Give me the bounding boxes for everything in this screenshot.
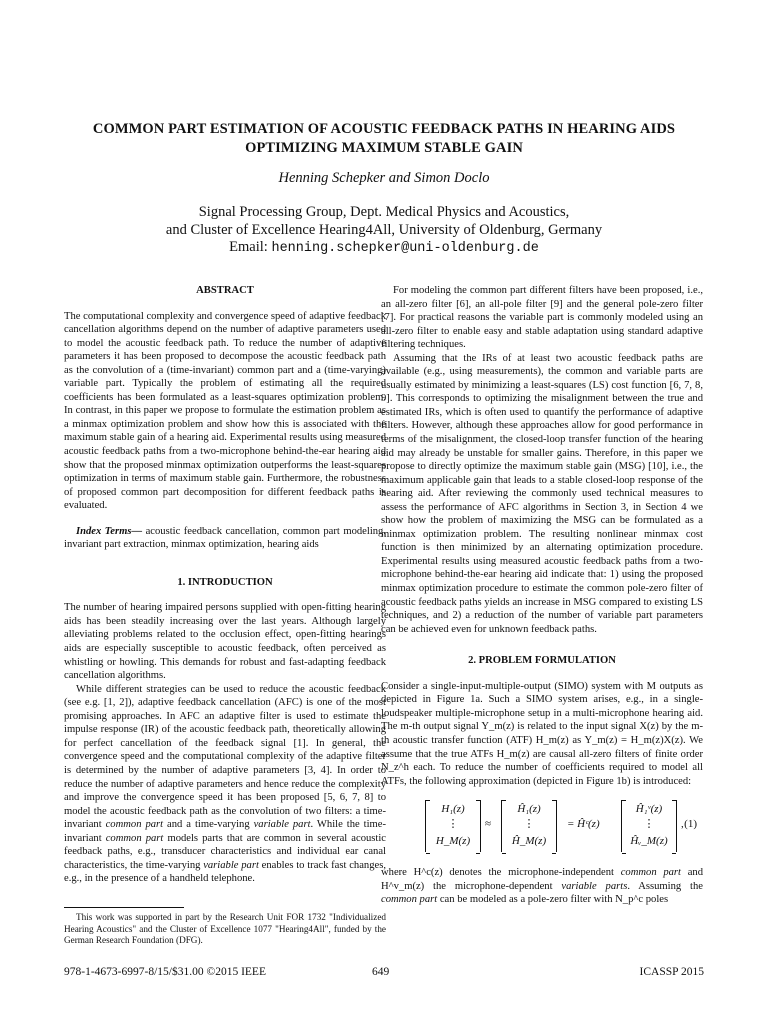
- abstract-text: The computational complexity and convergence speed of adaptive feedback cancellation algorithms depend on the number of adaptive parameters used to model the acoustic feedback path. To reduce the number of adaptive parameters it has been proposed to decompose the acoustic feedback path as the convolution of a (time-invariant) common part and a (time-varying) variable part. Typically the problem of estimating all the required coefficients has been formulated as a least-squares optimization problem. In contrast, in this paper we propose to formulate the estimation problem as a minmax optimization problem and show how this is associated with the maximum stable gain of a hearing aid. Experimental results using measured acoustic feedback paths from a two-microphone behind-the-ear hearing aid show that the proposed minmax optimization outperforms the least-squares optimization in terms of maximum stable gain. Furthermore, the robustness of proposed common part decomposition for different feedback paths is evaluated.: [64, 310, 386, 512]
- matrix-hv-top: Ĥ₁ᵛ(z): [635, 803, 663, 816]
- intro-paragraph-2: [64, 683, 386, 886]
- intro-p2-part-e: enables to track fast changes, e.g., in the presence of a handheld telephone.: [64, 859, 386, 885]
- copyright-footer: 978-1-4673-6997-8/15/$31.00 ©2015 IEEE: [64, 966, 266, 978]
- right-p4-part-c: . Assuming the: [627, 880, 703, 892]
- common-part-term: common part: [105, 819, 164, 831]
- right-paragraph-3: Consider a single-input-multiple-output (SIMO) system with M outputs as depicted in Figure 1a. Such a SIMO system arises, e.g., in a single-loudspeaker multiple-microphone setup in a multi-microphone hearing aid. The m-th output signal Y_m(z) is related to the input signal X(z) by the m-th acoustic transfer function (ATF) H_m(z) as Y_m(z) = H_m(z)X(z). We assume that the true ATFs H_m(z) are causal all-zero filters of finite order N_z^h each. To reduce the number of coefficients required to model all ATFs, the following approximation (depicted in Figure 1b) is introduced:: [381, 680, 703, 787]
- matrix-h-variable: [621, 800, 677, 852]
- right-paragraph-4: [381, 866, 703, 907]
- common-part-term: common part: [381, 894, 438, 906]
- common-part-term: common part: [105, 832, 164, 844]
- intro-heading: 1. INTRODUCTION: [177, 576, 273, 588]
- footnote-rule: [64, 907, 184, 908]
- intro-p2-part-c: . While the time-invariant: [64, 819, 387, 844]
- authors: Henning Schepker and Simon Doclo: [278, 170, 490, 186]
- variable-part-term: variable part: [253, 819, 311, 831]
- index-terms: [64, 525, 386, 552]
- variable-part-term: variable part: [203, 859, 259, 871]
- matrix-h-hat-bottom: Ĥ_M(z): [511, 835, 547, 848]
- matrix-h-dots: ⋮: [447, 818, 459, 831]
- matrix-h: [425, 800, 481, 852]
- intro-p2-part-b: and a time-varying: [163, 819, 254, 831]
- right-p4-part-d: can be modeled as a pole-zero filter with N_p^c poles: [437, 894, 669, 906]
- matrix-h-hat: [501, 800, 557, 852]
- matrix-h-top: H₁(z): [441, 803, 465, 816]
- right-p4-part-a: where H^c(z) denotes the microphone-independent: [381, 867, 621, 879]
- email-address: henning.schepker@uni-oldenburg.de: [271, 241, 539, 256]
- approx-sign: ≈: [485, 818, 492, 831]
- equation-1: H₁(z) ⋮ H_M(z) ≈ Ĥ₁(z) ⋮ Ĥ_M(z) = Ĥᶜ(z) Ĥ₁ᵛ(z) ⋮ Ĥᵥ_M(z) , (1): [381, 800, 703, 854]
- matrix-h-hat-dots: ⋮: [523, 818, 535, 831]
- index-terms-text: acoustic feedback cancellation, common part modeling, invariant part extraction, minmax optimization, hearing aids: [64, 525, 386, 551]
- right-column: [381, 284, 703, 907]
- matrix-h-hat-top: Ĥ₁(z): [517, 803, 541, 816]
- intro-p2-part-d: models parts that are common in several acoustic feedback paths, e.g., transducer characteristics and individual ear canal characteristics, the time-varying: [64, 832, 387, 871]
- matrix-h-bottom: H_M(z): [435, 835, 471, 848]
- affiliation: [60, 204, 708, 258]
- variable-parts-term: variable parts: [561, 880, 628, 892]
- title-line-1: COMMON PART ESTIMATION OF ACOUSTIC FEEDBACK PATHS IN HEARING AIDS: [92, 121, 676, 137]
- affiliation-line-1: Signal Processing Group, Dept. Medical Physics and Acoustics,: [198, 204, 570, 220]
- index-terms-label: Index Terms—: [76, 525, 143, 537]
- intro-p2-part-a: While different strategies can be used to reduce the acoustic feedback (see e.g. [1, 2]), adaptive feedback cancellation (AFC) is one of the most promising approaches. In AFC an adaptive filter is used to estimate the impulse response (IR) of the acoustic feedback path, theoretically allowing for perfect cancellation of the feedback signal [1]. In general, the convergence speed and the computational complexity of the adaptive filter is determined by the number of adaptive parameters [3, 4]. In order to reduce the number of adaptive parameters and hence reduce the complexity and improve the convergence speed it has been proposed [5, 6, 7, 8] to model the acoustic feedback path as the convolution of two filters: a time-invariant: [64, 683, 386, 831]
- paper-title: [60, 120, 708, 158]
- left-column: [64, 284, 386, 886]
- email-line: [60, 239, 708, 258]
- conference-footer: ICASSP 2015: [639, 966, 704, 978]
- problem-formulation-heading: 2. PROBLEM FORMULATION: [468, 655, 616, 667]
- right-paragraph-1: For modeling the common part different filters have been proposed, i.e., an all-zero filter [6], an all-pole filter [9] and the general pole-zero filter [7]. For practical reasons the variable part is commonly modeled using an all-zero filter to enable easy and stable adaptation using standard adaptive filtering techniques.: [381, 285, 703, 351]
- affiliation-line-2: and Cluster of Excellence Hearing4All, University of Oldenburg, Germany: [165, 221, 603, 238]
- common-part-term: common part: [620, 867, 681, 879]
- intro-paragraph-1: The number of hearing impaired persons supplied with open-fitting hearing aids has been steadily increasing over the last years. Although largely alleviating problems related to the occlusion effect, open-fitting hearings aids are especially susceptible to acoustic feedback, often perceived as whistling or howling. This demands for robust and fast-adapting feedback cancellation algorithms.: [64, 602, 386, 682]
- right-p4-part-b: and H^v_m(z) the microphone-dependent: [381, 867, 703, 892]
- equation-number: (1): [684, 818, 697, 831]
- title-line-2: OPTIMIZING MAXIMUM STABLE GAIN: [245, 140, 523, 156]
- matrix-hv-dots: ⋮: [643, 818, 655, 831]
- common-part-factor: = Ĥᶜ(z): [567, 818, 600, 831]
- email-label: Email:: [229, 239, 268, 255]
- right-paragraph-2: Assuming that the IRs of at least two acoustic feedback paths are available (e.g., using measurements), the common and variable parts are usually estimated by minimizing a least-squares (LS) cost function [6, 7, 8, 9]. This corresponds to optimizing the misalignment between the true and estimated IRs, which is often used to quantify the performance of adaptive filters. However, although these approaches allow for good performance in terms of the misalignment, the closed-loop transfer function of the hearing aid may already be unstable for smaller gains. Therefore, in this paper we propose to directly optimize the maximum stable gain (MSG) [10], i.e., the maximum applicable gain that leads to a stable closed-loop response of the hearing aid. After reviewing the commonly used technical measures to assess the performance of AFC algorithms in Section 3, in Section 4 we show how the problem of maximizing the MSG can be formulated as a minmax optimization problem. The resulting nonlinear minmax cost function is then minimized by an alternating optimization procedure. Experimental results using measured acoustic feedback paths from a two-microphone behind-the-ear hearing aid indicate that: 1) using the proposed minmax optimization procedure to estimate the common pole-zero filter of acoustic feedback paths yields an increase in MSG compared to existing LS techniques, and 2) a reduction of the number of variable part parameters can be achieved even for unknown feedback paths.: [381, 352, 703, 635]
- page-number: 649: [372, 966, 390, 978]
- footnote: This work was supported in part by the Research Unit FOR 1732 "Individualized Hearing Acoustics" and the Cluster of Excellence 1077 "Hearing4All", funded by the German Research Foundation (DFG).: [64, 912, 386, 945]
- matrix-hv-bottom: Ĥᵥ_M(z): [630, 835, 668, 848]
- abstract-heading: ABSTRACT: [196, 285, 254, 296]
